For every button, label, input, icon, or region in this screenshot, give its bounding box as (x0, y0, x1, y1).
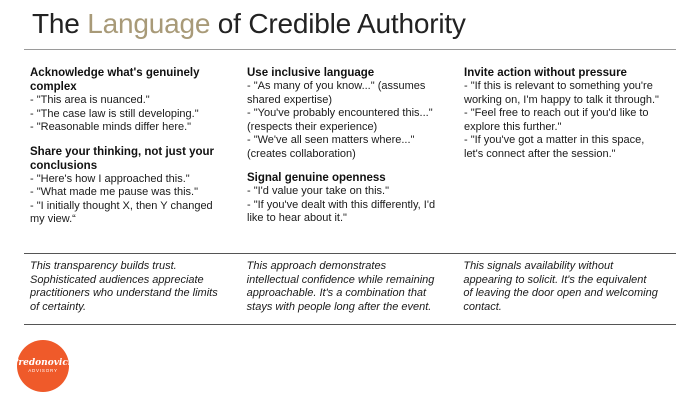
bullet-line: - "I'd value your take on this." (247, 185, 389, 197)
bullet-line: - "I initially thought X, then Y changed (30, 199, 213, 212)
footer-line: approachable. It's a combination that (246, 287, 427, 299)
section (247, 66, 458, 161)
footer-line: Sophisticated audiences appreciate (30, 273, 204, 286)
middle-divider (24, 253, 676, 254)
logo-name: Predonovich (11, 358, 75, 368)
footer-note-3 (463, 260, 680, 314)
bottom-divider (24, 324, 676, 325)
bullet-line: - "If you've dealt with this differently, I'd (247, 198, 436, 211)
bullet-line: - "As many of you know..." (assumes (247, 80, 426, 92)
section (464, 66, 674, 161)
footer-note-2 (247, 260, 464, 314)
column-2 (247, 66, 464, 237)
footer-notes (30, 260, 680, 314)
bullet-line: - "Here's how I approached this." (30, 172, 190, 185)
footer-note-1 (30, 260, 247, 314)
footer-line: of certainty. (30, 300, 87, 313)
footer-line: practitioners who understand the limits (30, 287, 218, 299)
column-1 (30, 66, 247, 237)
title-part1: The (32, 8, 88, 39)
top-divider (24, 49, 676, 50)
bullet-line: (respects their experience) (247, 120, 378, 133)
bullet-line: - "If you've got a matter in this space, (464, 134, 645, 146)
footer-line: This approach demonstrates (246, 260, 387, 272)
page-title (32, 8, 466, 40)
title-accent: Language (87, 8, 211, 39)
section-heading: Signal genuine openness (247, 172, 386, 184)
section-heading: conclusions (30, 159, 98, 172)
bullet-line: - "We've all seen matters where..." (247, 134, 415, 146)
bullet-line: let's connect after the session." (464, 147, 616, 160)
content-columns (30, 66, 680, 237)
footer-line: stays with people long after the event. (246, 300, 432, 313)
section-heading: complex (30, 81, 77, 93)
bullet-line: - "What made me pause was this." (30, 186, 198, 198)
section-heading: Acknowledge what's genuinely (30, 67, 200, 79)
brand-logo (11, 340, 75, 392)
section (30, 145, 241, 227)
bullet-line: - "This area is nuanced." (30, 94, 150, 106)
bullet-line: like to hear about it." (247, 212, 347, 224)
section-heading: Invite action without pressure (464, 67, 627, 79)
bullet-line: - "If this is relevant to something you're (464, 80, 653, 92)
bullet-line: - "Reasonable minds differ here." (30, 121, 192, 133)
section (30, 66, 241, 135)
footer-line: of leaving the door open and welcoming (463, 287, 658, 299)
footer-line: intellectual confidence while remaining (246, 273, 435, 286)
footer-line: This signals availability without (463, 260, 614, 272)
bullet-line: shared expertise) (247, 93, 332, 106)
section-heading: Use inclusive language (247, 67, 375, 79)
footer-line: appearing to solicit. It's the equivalent (463, 273, 647, 286)
bullet-line: - "The case law is still developing." (30, 107, 199, 120)
title-part2: of Credible Authority (210, 8, 466, 39)
bullet-line: - "Feel free to reach out if you'd like to (464, 107, 649, 119)
footer-line: contact. (463, 300, 502, 313)
column-3 (464, 66, 680, 237)
section-heading: Share your thinking, not just your (30, 145, 215, 158)
footer-line: This transparency builds trust. (30, 260, 177, 272)
bullet-line: explore this further." (464, 120, 562, 133)
logo-sub: ADVISORY (28, 368, 58, 373)
bullet-line: my view.“ (30, 213, 76, 225)
bullet-line: working on, I'm happy to talk it through." (464, 93, 659, 106)
bullet-line: (creates collaboration) (247, 147, 356, 160)
bullet-line: - "You've probably encountered this..." (247, 107, 433, 119)
section (247, 171, 458, 226)
